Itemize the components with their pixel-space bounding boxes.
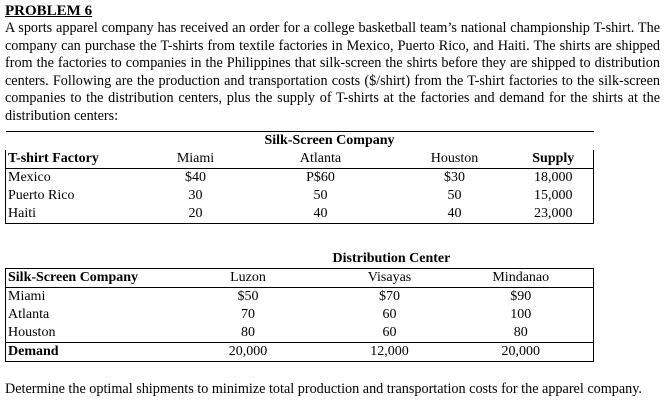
table1-col-atlanta: Atlanta [246, 150, 396, 169]
table2-demand-cell: 20,000 [166, 343, 331, 362]
table-cell: 100 [449, 306, 594, 324]
table2-col-luzon: Luzon [166, 269, 331, 288]
silkscreen-to-distribution-table [5, 250, 594, 362]
table-row [6, 306, 594, 324]
table1-supply-cell: 18,000 [514, 169, 594, 188]
table2-group-header: Distribution Center [332, 251, 451, 266]
table2-group-header-row [6, 250, 594, 269]
table1-row-name: Puerto Rico [6, 187, 146, 205]
table-cell: 50 [447, 188, 462, 203]
table2-demand-cell: 12,000 [331, 343, 449, 362]
table1-group-header: Silk-Screen Company [146, 132, 514, 151]
table2-row-name: Miami [6, 288, 166, 307]
table-cell: 70 [241, 307, 255, 322]
table-row [6, 205, 594, 224]
table-cell: $70 [379, 289, 400, 304]
table-cell: 60 [382, 307, 397, 322]
table2-col-mindanao: Mindanao [449, 269, 594, 288]
table2-col-visayas: Visayas [331, 269, 449, 288]
table-row [6, 187, 594, 205]
table-row [6, 169, 594, 188]
problem-closing: Determine the optimal shipments to minimize total production and transportation costs for the apparel company. [5, 381, 642, 397]
table2-row-name: Atlanta [6, 306, 166, 324]
factory-to-silkscreen-table [5, 131, 594, 224]
table-cell: $90 [449, 288, 594, 307]
problem-title: PROBLEM 6 [5, 3, 93, 19]
table1-col-houston: Houston [396, 150, 514, 169]
table2-demand-label: Demand [6, 343, 166, 362]
table2-row-name: Houston [6, 324, 166, 343]
table1-row-name: Mexico [6, 169, 146, 188]
table-cell: $40 [185, 170, 206, 185]
table-cell: 50 [313, 188, 328, 203]
table1-group-header-row [6, 132, 594, 151]
table2-row-header: Silk-Screen Company [6, 269, 166, 288]
table-cell: 40 [246, 205, 396, 224]
table-row [6, 288, 594, 307]
table-cell: 60 [331, 324, 449, 343]
table-cell: P$60 [306, 170, 335, 185]
table-cell: 80 [166, 324, 331, 343]
table1-header-row [6, 150, 594, 169]
table1-row-header: T-shirt Factory [6, 150, 146, 169]
table-cell: $50 [237, 289, 259, 304]
table1-row-name: Haiti [6, 205, 146, 224]
table-cell: 30 [188, 188, 203, 203]
table2-demand-cell: 20,000 [449, 343, 594, 362]
table2-header-row [6, 269, 594, 288]
table-cell: 40 [396, 205, 514, 224]
table-cell: 20 [146, 205, 246, 224]
problem-page [5, 3, 660, 397]
table-row [6, 324, 594, 343]
table2-demand-row [6, 343, 594, 362]
table1-supply-header: Supply [514, 150, 594, 169]
table-cell: $30 [444, 170, 466, 185]
table1-supply-cell: 23,000 [514, 205, 594, 224]
table-cell: 80 [449, 324, 594, 343]
problem-intro: A sports apparel company has received an order for a college basketball team’s national championship T-shirt. The company can purchase the T-shirts from textile factories in Mexico, Puerto Rico, and Haiti. The shirts are shipped from the factories to companies in the Philippines that silk-screen the shirts before they are shipped to distribution centers. Following are the production and transportation costs ($/shirt) from the T-shirt factories to the silk-screen companies to the distribution centers, plus the supply of T-shirts at the factories and demand for the shirts at the distribution centers: [5, 20, 660, 124]
table1-col-miami: Miami [146, 150, 246, 169]
table1-supply-cell: 15,000 [514, 187, 594, 205]
